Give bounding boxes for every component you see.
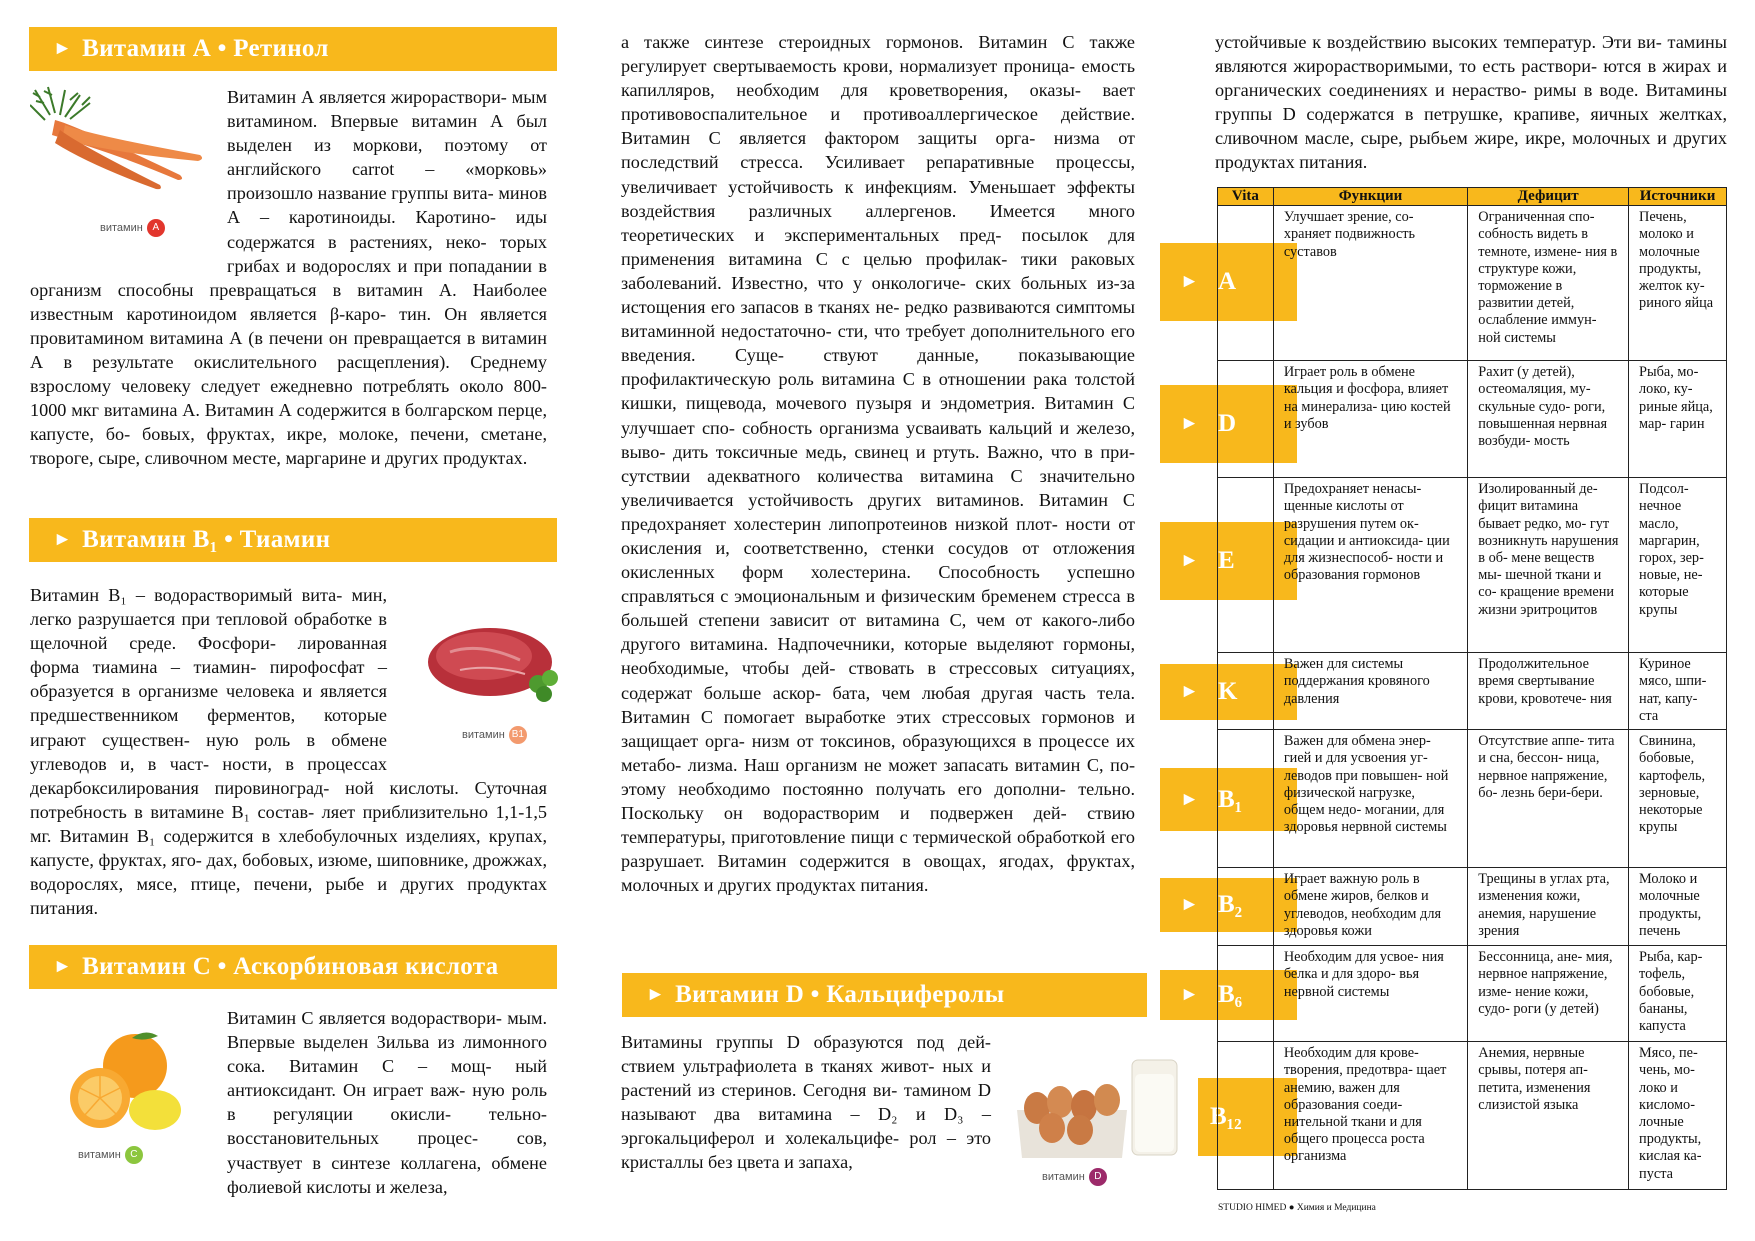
vita-cell — [1218, 946, 1274, 1042]
badge-label: витамин — [1042, 1170, 1085, 1183]
vitamin-tab-label: A — [1218, 268, 1237, 295]
deficit-cell: Анемия, нервные срывы, потеря ап- петита, изменения слизистой языка — [1468, 1042, 1629, 1190]
sources-cell: Рыба, мо- локо, ку- риные яйца, мар- гарин — [1629, 361, 1727, 478]
vitamin-tab-label: K — [1218, 678, 1238, 705]
paragraph: Витамин B₁ – водорастворимый вита- мин, легко разрушается при тепловой обработке в щелочной среде. Фосфори- лированная форма тиамина – тиамин- пирофосфат – образуется в организме человека и является предшественником ферментов, которые играют существен- ную роль в обмене углеводов и, в част- ности, в процессах декарбоксилирования пировиноград- ной кислоты. Суточная потребность в витамине B₁ состав- ляет приблизительно 1,1-1,5 мг. Витамин B₁ содержится в хлебобулочных изделиях, крупах, капусте, фруктах, яго- дах, бобовых, изюме, шиповнике, дрожжах, водорослях, мясе, птице, печени, рыбе и других продуктах питания. — [30, 585, 547, 919]
arrow-icon: ► — [53, 529, 73, 550]
vitamin-tab-label: B₂ — [1218, 891, 1243, 918]
functions-cell: Предохраняет ненасы- щенные кислоты от разрушения путем ок- сидации и антиоксида- ции для жизнеспособ- ности и образования гормонов — [1273, 478, 1467, 653]
vitamin-tab-label: D — [1218, 410, 1237, 437]
section-banner-vitamin-c — [29, 945, 557, 989]
deficit-cell: Рахит (у детей), остеомаляция, му- скульные судо- роги, повышенная нервная возбуди- мость — [1468, 361, 1629, 478]
badge-label: витамин — [78, 1148, 121, 1161]
badge-label: витамин — [462, 728, 505, 741]
section-banner-vitamin-b1 — [29, 518, 557, 562]
header-deficit: Дефицит — [1468, 188, 1629, 206]
section-banner-vitamin-d — [622, 973, 1147, 1017]
vitamin-tab-label: B₁₂ — [1210, 1103, 1242, 1130]
header-vita: Vita — [1218, 188, 1274, 206]
vita-cell — [1218, 1042, 1274, 1190]
vitamin-table — [1217, 187, 1727, 1190]
eggs-milk-image — [1012, 1040, 1187, 1162]
vita-cell — [1218, 206, 1274, 361]
vitamin-tab-label: B₁ — [1218, 785, 1243, 813]
functions-cell: Важен для системы поддержания кровяного давления — [1273, 653, 1467, 730]
functions-cell: Улучшает зрение, со- храняет подвижность суставов — [1273, 206, 1467, 361]
sources-cell: Свинина, бобовые, картофель, зерновые, некоторые крупы — [1629, 730, 1727, 868]
table-row — [1218, 478, 1727, 653]
header-sources: Источники — [1629, 188, 1727, 206]
functions-cell: Играет важную роль в обмене жиров, белков и углеводов, необходим для здоровья кожи — [1273, 868, 1467, 946]
table-header-row — [1218, 188, 1727, 206]
header-functions: Функции — [1273, 188, 1467, 206]
deficit-cell: Изолированный де- фицит витамина бывает редко, мо- гут возникнуть нарушения в об- мене веществ мы- шечной ткани и со- кращение времени жизни эритроцитов — [1468, 478, 1629, 653]
arrow-icon: ► — [53, 956, 73, 977]
table-row — [1218, 653, 1727, 730]
section-title-d: Витамин D • Кальциферолы — [675, 981, 1005, 1008]
vitamin-tab-label: B₆ — [1218, 981, 1243, 1008]
arrow-icon: ► — [1180, 550, 1199, 571]
sources-cell: Печень, молоко и молочные продукты, желток ку- риного яйца — [1629, 206, 1727, 361]
vita-cell — [1218, 361, 1274, 478]
sources-cell: Подсол- нечное масло, маргарин, горох, зер- новые, не- которые крупы — [1629, 478, 1727, 653]
deficit-cell: Трещины в углах рта, изменения кожи, анемия, нарушение зрения — [1468, 868, 1629, 946]
paragraph: а также синтезе стероидных гормонов. Витамин С также регулирует свертываемость крови, нормализует проница- емость капилляров, необходим для кроветворения, оказы- вает противовоспалительное и противоаллергическое действие. Витамин С является фактором защиты орга- низма от последствий стресса. Усиливает репаративные процессы, увеличивает устойчивость к инфекциям. Уменьшает эффекты воздействия различных аллергенов. Имеется много теоретических и экспериментальных пред- посылок для применения витамина С с целью профилак- тики раковых заболеваний. Известно, что у онкологиче- ских больных из-за истощения его запасов в тканях не- редко развиваются симптомы витаминной недостаточно- сти, что требует дополнительного его введения. Суще- ствуют данные, показывающие профилактическую роль витамина С в отношении рака толстой кишки, пищевода, мочевого пузыря и эндометрия. Витамин С улучшает спо- собность организма усваивать кальций и железо, выво- дить токсичные медь, свинец и ртуть. Важно, что в при- сутствии адекватного количества витамина С значительно увеличивается устойчивость других витаминов. Витамин С предохраняет холестерин липопротеинов низкой плот- ности от окисления и, соответственно, стенки сосудов от отложения окисленных форм холестерина. Способность успешно справляться с эмоциональным и физическим бременем стресса в большей степени зависит от витамина С, чем от какого-либо другого витамина. Надпочечники, которые выделяют гормоны, необходимые, чтобы дей- ствовать в стрессовых ситуациях, содержат больше аскор- бата, чем любая другая часть тела. Витамин С помогает выработке этих стрессовых гормонов и защищает орга- низм от токсинов, образующихся в процессе их метабо- лизма. Наш организм не может запасать витамин С, по- этому необходимо постоянно получать его дополни- тельно. Поскольку он водорастворим и подвержен дей- ствию температуры, приготовление пищи с термической обработкой его разрушает. Витамин содержится в овощах, ягодах, фруктах, молочных и других продуктах питания. — [621, 32, 1135, 896]
vita-cell — [1218, 478, 1274, 653]
table-row — [1218, 946, 1727, 1042]
sources-cell: Куриное мясо, шпи- нат, капу- ста — [1629, 653, 1727, 730]
section-text-b1 — [30, 583, 547, 920]
functions-cell: Важен для обмена энер- гией и для усвоения уг- леводов при повышен- ной физической нагрузке, общем недо- могании, для здоровья нервной системы — [1273, 730, 1467, 868]
functions-cell: Необходим для усвое- ния белка и для здоро- вья нервной системы — [1273, 946, 1467, 1042]
table-row — [1218, 868, 1727, 946]
deficit-cell: Бессонница, ане- мия, нервное напряжение, изме- нение кожи, судо- роги (у детей) — [1468, 946, 1629, 1042]
functions-cell: Играет роль в обмене кальция и фосфора, влияет на минерализа- цию костей и зубов — [1273, 361, 1467, 478]
vitamin-tab-label: E — [1218, 547, 1235, 574]
section-text-c-continued — [621, 30, 1135, 897]
sources-cell: Молоко и молочные продукты, печень — [1629, 868, 1727, 946]
vita-cell — [1218, 868, 1274, 946]
section-text-d — [621, 1030, 991, 1175]
paragraph: Витамин С является водораствори- мым. Впервые выделен Зильва из лимонного сока. Витамин С – мощ- ный антиоксидант. Он играет важ- ную роль в регуляции окисли- тельно-восстановительных процес- сов, участвует в синтезе коллагена, обмене фолиевой кислоты и железа, — [227, 1008, 547, 1197]
paragraph: Витамины группы D образуются под дей- ствием ультрафиолета в тканях живот- ных и растений из стеринов. Сегодня ви- тамином D называют два витамина – D₂ и D₃ – эргокальциферол и холекальцифе- рол – это кристаллы без цвета и запаха, — [621, 1032, 991, 1173]
vitamin-badge-d — [1042, 1168, 1107, 1186]
arrow-icon: ► — [1180, 894, 1199, 915]
badge-label: витамин — [100, 221, 143, 234]
sources-cell: Рыба, кар- тофель, бобовые, бананы, капуста — [1629, 946, 1727, 1042]
table-row — [1218, 361, 1727, 478]
section-text-c — [30, 1006, 547, 1199]
arrow-icon: ► — [53, 38, 73, 59]
arrow-icon: ► — [1180, 788, 1199, 810]
arrow-icon: ► — [1180, 984, 1199, 1005]
sources-cell: Мясо, пе- чень, мо- локо и кисломо- лочные продукты, кислая ка- пуста — [1629, 1042, 1727, 1190]
section-title-c: Витамин С • Аскорбиновая кислота — [82, 953, 499, 980]
vita-cell — [1218, 653, 1274, 730]
table-row — [1218, 730, 1727, 868]
section-title-a: Витамин А • Ретинол — [82, 35, 329, 62]
footer: STUDIO HIMED ● Химия и Медицина — [1218, 1203, 1376, 1213]
arrow-icon: ► — [1180, 413, 1199, 434]
deficit-cell: Отсутствие аппе- тита и сна, бессон- ница, нервное напряжение, бо- лезнь бери-бери. — [1468, 730, 1629, 868]
arrow-icon: ► — [1180, 681, 1199, 702]
table-row — [1218, 206, 1727, 361]
section-text-d-continued — [1215, 30, 1727, 175]
paragraph: Витамин А является жирораствори- мым витамином. Впервые витамин А был выделен из моркови, поэтому от английского carrot – «морковь» произошло название группы вита- минов А – каротиноиды. Каротино- иды содержатся в растениях, неко- торых грибах и водорослях и при попадании в организм способны превращаться в витамин А. Наиболее известным каротиноидом является β-каро- тин. Он является провитамином витамина А (в печени он превращается в витамин А в результате окислительного расщепления). Среднему взрослому человеку следует ежедневно потреблять около 800-1000 мкг витамина А. Витамин А содержится в болгарском перце, капусте, бо- бовых, фруктах, икре, молоке, печени, сметане, твороге, сыре, сливочном месте, маргарине и других продуктах. — [30, 87, 547, 469]
vita-cell — [1218, 730, 1274, 868]
badge-letter: A — [147, 219, 165, 237]
badge-letter: B1 — [509, 726, 527, 744]
table-row — [1218, 1042, 1727, 1190]
functions-cell: Необходим для крове- творения, предотвра- щает анемию, важен для образования соеди- нительной ткани и для общего процесса роста организма — [1273, 1042, 1467, 1190]
section-banner-vitamin-a — [29, 27, 557, 71]
deficit-cell: Ограниченная спо- собность видеть в темноте, измене- ния в структуре кожи, торможение в развитии детей, ослабление иммун- ной системы — [1468, 206, 1629, 361]
badge-letter: D — [1089, 1168, 1107, 1186]
paragraph: устойчивые к воздействию высоких температур. Эти ви- тамины являются жирорастворимыми, то есть раствори- ются в жирах и органических соединениях и нераство- римы в воде. Витамины группы D содержатся в петрушке, крапиве, яичных желтках, сливочном масле, сыре, рыбьем жире, икре, молочных и других продуктах питания. — [1215, 32, 1727, 173]
badge-letter: C — [125, 1146, 143, 1164]
section-title-b1: Витамин B₁ • Тиамин — [82, 526, 331, 553]
arrow-icon: ► — [646, 984, 666, 1005]
deficit-cell: Продолжительное время свертывание крови, кровотече- ния — [1468, 653, 1629, 730]
arrow-icon: ► — [1180, 271, 1199, 292]
section-text-a — [30, 85, 547, 471]
